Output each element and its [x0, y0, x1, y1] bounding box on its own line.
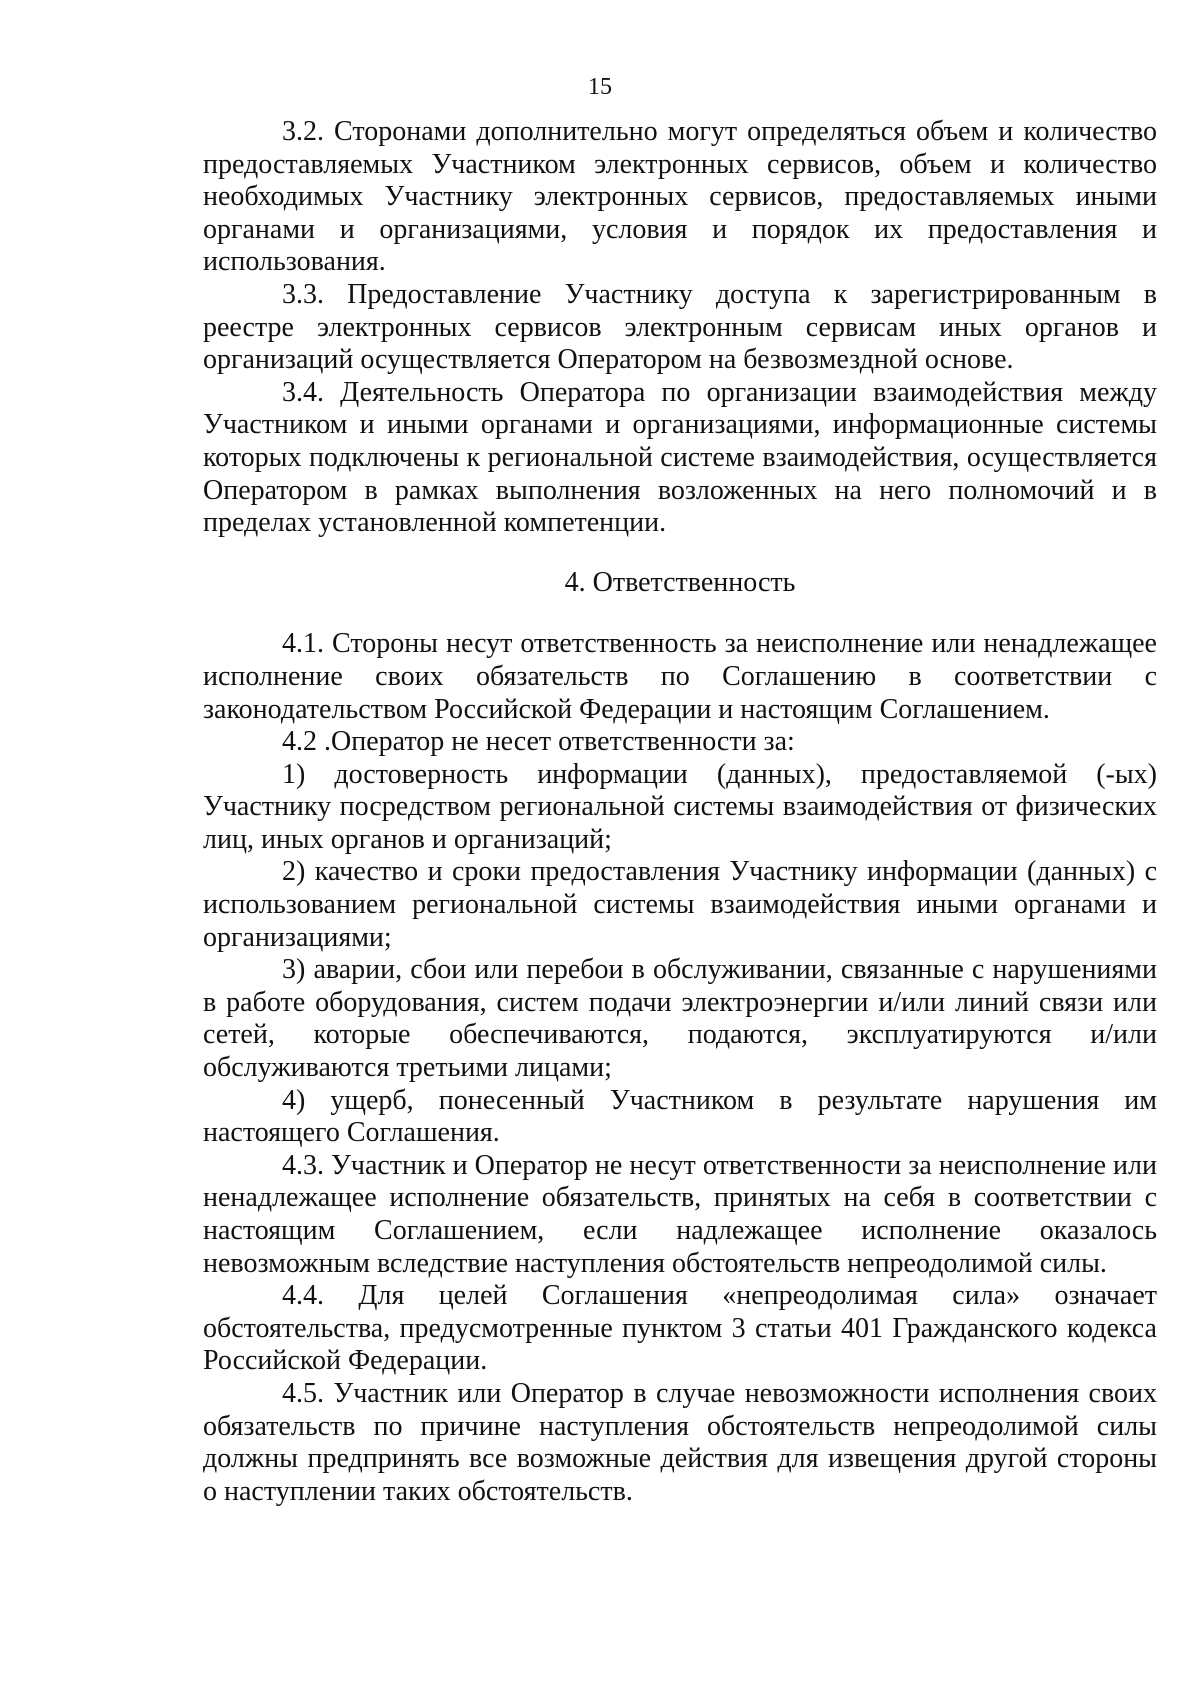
list-item-4-2-2: 2) качество и сроки предоставления Участнику информации (данных) с использованием региональной системы взаимодействия иными органами и организациями;	[203, 856, 1157, 953]
paragraph-3-2: 3.2. Сторонами дополнительно могут определяться объем и количество предоставляемых Участником электронных сервисов, объем и количество необходимых Участнику электронных сервисов, предоставляемых иными органами и организациями, условия и порядок их предоставления и использования.	[203, 116, 1157, 278]
paragraph-4-3: 4.3. Участник и Оператор не несут ответственности за неисполнение или ненадлежащее исполнение обязательств, принятых на себя в соответствии с настоящим Соглашением, если надлежащее исполнение оказалось невозможным вследствие наступления обстоятельств непреодолимой силы.	[203, 1149, 1157, 1279]
paragraph-3-3: 3.3. Предоставление Участнику доступа к зарегистрированным в реестре электронных сервисов электронным сервисам иных органов и организаций осуществляется Оператором на безвозмездной основе.	[203, 278, 1157, 376]
document-body	[203, 116, 1157, 1508]
paragraph-4-4: 4.4. Для целей Соглашения «непреодолимая сила» означает обстоятельства, предусмотренные пунктом 3 статьи 401 Гражданского кодекса Российской Федерации.	[203, 1280, 1157, 1377]
paragraph-3-4: 3.4. Деятельность Оператора по организации взаимодействия между Участником и иными органами и организациями, информационные системы которых подключены к региональной системе взаимодействия, осуществляется Оператором в рамках выполнения возложенных на него полномочий и в пределах установленной компетенции.	[203, 376, 1157, 539]
section-heading-4: 4. Ответственность	[564, 566, 796, 598]
list-item-4-2-1: 1) достоверность информации (данных), предоставляемой (-ых) Участнику посредством региональной системы взаимодействия от физических лиц, иных органов и организаций;	[203, 758, 1157, 855]
paragraph-4-5: 4.5. Участник или Оператор в случае невозможности исполнения своих обязательств по причине наступления обстоятельств непреодолимой силы должны предпринять все возможные действия для извещения другой стороны о наступлении таких обстоятельств.	[203, 1377, 1157, 1507]
page-number: 15	[588, 74, 612, 100]
paragraph-4-2: 4.2 .Оператор не несет ответственности за:	[282, 726, 795, 758]
list-item-4-2-3: 3) аварии, сбои или перебои в обслуживании, связанные с нарушениями в работе оборудования, систем подачи электроэнергии и/или линий связи или сетей, которые обеспечиваются, подаются, эксплуатируются и/или обслуживаются третьими лицами;	[203, 954, 1157, 1084]
list-item-4-2-4: 4) ущерб, понесенный Участником в результате нарушения им настоящего Соглашения.	[203, 1084, 1157, 1149]
paragraph-4-1: 4.1. Стороны несут ответственность за неисполнение или ненадлежащее исполнение своих обязательств по Соглашению в соответствии с законодательством Российской Федерации и настоящим Соглашением.	[203, 628, 1157, 725]
